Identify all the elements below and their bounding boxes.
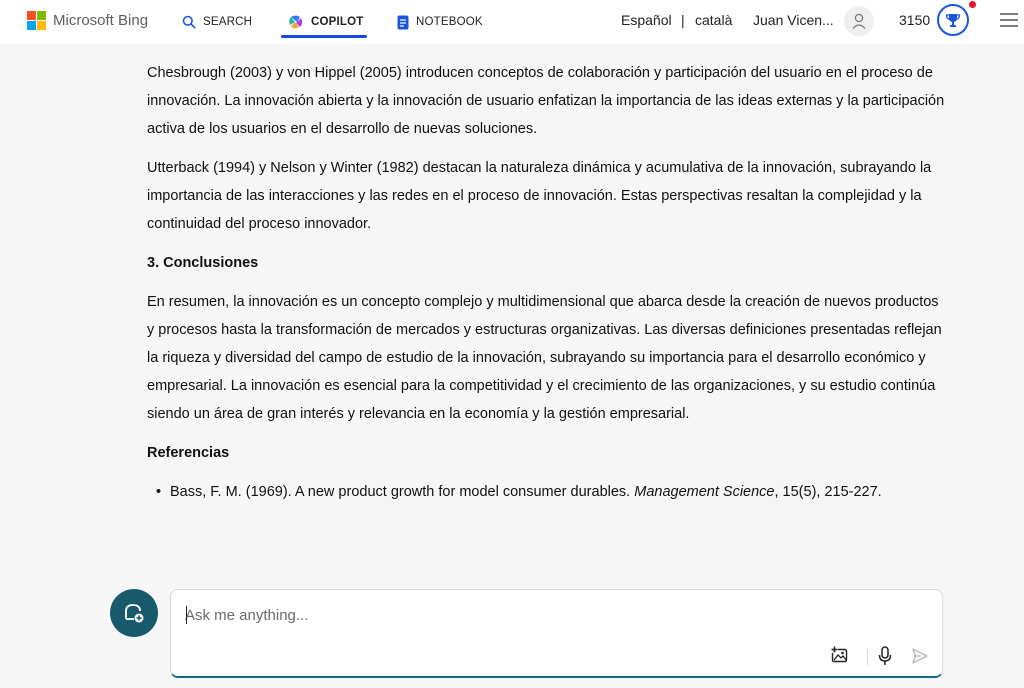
section-heading-references: Referencias [147, 445, 230, 461]
send-button[interactable] [911, 647, 929, 670]
person-icon [852, 13, 866, 29]
ask-input[interactable] [185, 603, 905, 627]
reference-journal: Management Science [634, 484, 775, 500]
user-avatar[interactable] [844, 6, 874, 36]
nav-copilot-label: COPILOT [311, 16, 364, 28]
bing-logo-link[interactable] [27, 11, 148, 30]
text-caret [186, 606, 187, 624]
paragraph: Utterback (1994) y Nelson y Winter (1982) destacan la naturaleza dinámica y acumulativa de la innovación, subrayando la importancia de las interacciones y las redes en el proceso de innovación. Estas perspectivas resaltan la complejidad y la continuidad del proceso innovador. [147, 160, 932, 232]
notebook-icon [397, 15, 409, 30]
menu-icon [999, 12, 1019, 28]
rewards-button[interactable] [937, 4, 969, 36]
rewards-points[interactable]: 3150 [899, 12, 931, 28]
search-icon [182, 15, 196, 29]
microphone-icon [878, 646, 892, 666]
nav-search[interactable] [182, 0, 252, 44]
add-image-button[interactable] [831, 646, 849, 669]
nav-search-label: SEARCH [203, 16, 253, 28]
trophy-icon [945, 12, 961, 28]
brand-name: Microsoft Bing [53, 12, 149, 29]
references-list [147, 478, 947, 506]
voice-input-button[interactable] [878, 646, 892, 671]
copilot-icon [288, 14, 304, 30]
active-tab-indicator [281, 35, 367, 38]
language-link-es[interactable]: Español [621, 12, 672, 28]
language-separator: | [681, 12, 685, 28]
top-bar [0, 0, 1024, 44]
user-name[interactable]: Juan Vicen... [753, 12, 834, 28]
reference-item [147, 478, 947, 506]
nav-notebook[interactable] [397, 0, 483, 44]
section-heading-conclusions: 3. Conclusiones [147, 255, 259, 271]
notification-dot [969, 1, 976, 8]
new-topic-button[interactable] [110, 589, 158, 637]
hamburger-menu-button[interactable] [999, 12, 1019, 33]
reference-text: Bass, F. M. (1969). A new product growth for model consumer durables. [170, 484, 635, 500]
language-link-ca[interactable]: català [695, 12, 733, 28]
conclusions-paragraph: En resumen, la innovación es un concepto complejo y multidimensional que abarca desde la creación de nuevos productos y procesos hasta la transformación de mercados y estructuras organizativas. Las diversas definiciones presentadas reflejan la riqueza y diversidad del campo de estudio de la innovación, subrayando su importancia para el desarrollo económico y empresarial. La innovación es esencial para la competitividad y el crecimiento de las organizaciones, y su estudio continúa siendo un área de gran interés y relevancia en la economía y la gestión empresarial. [147, 294, 942, 422]
new-chat-icon [122, 601, 146, 625]
paragraph: Chesbrough (2003) y von Hippel (2005) introducen conceptos de colaboración y participación del usuario en el proceso de innovación. La innovación abierta y la innovación de usuario enfatizan la importancia de las ideas externas y la participación activa de los usuarios en el desarrollo de nuevas soluciones. [147, 65, 945, 137]
microsoft-logo-icon [27, 11, 46, 30]
reference-details: , 15(5), 215-227. [774, 484, 882, 500]
toolbar-divider [867, 649, 868, 665]
chat-composer [170, 589, 943, 678]
send-icon [911, 647, 929, 665]
image-search-icon [831, 646, 849, 664]
nav-notebook-label: NOTEBOOK [416, 16, 483, 28]
chat-response [147, 59, 947, 506]
